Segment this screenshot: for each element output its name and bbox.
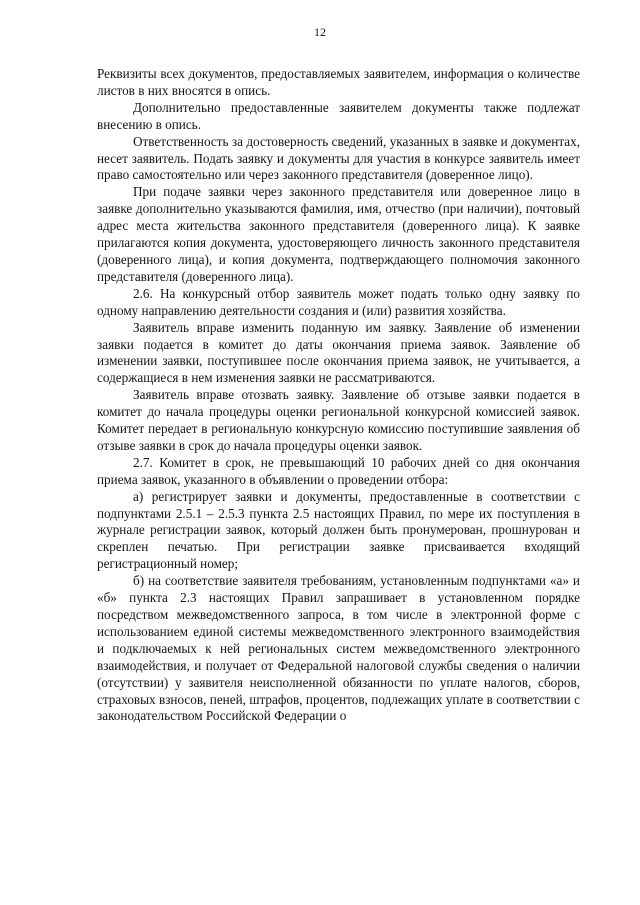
page-number: 12: [314, 25, 326, 39]
paragraph: 2.6. На конкурсный отбор заявитель может подать только одну заявку по одному направлению деятельности создания и (или) развития хозяйства.: [97, 285, 580, 318]
paragraph: Дополнительно предоставленные заявителем документы также подлежат внесению в опись.: [97, 99, 580, 132]
paragraph: Заявитель вправе отозвать заявку. Заявление об отзыве заявки подается в комитет до начала процедуры оценки региональной конкурсной комиссией заявок. Комитет передает в региональную конкурсную комиссию поступившие заявления об отзыве заявки в срок до начала процедуры оценки заявок.: [97, 387, 580, 453]
paragraph: а) регистрирует заявки и документы, предоставленные в соответствии с подпунктами 2.5.1 – 2.5.3 пункта 2.5 настоящих Правил, по мере их поступления в журнале регистрации заявок, который должен быть пронумерован, прошнурован и скреплен печатью. При регистрации заявке присваивается входящий регистрационный номер;: [97, 488, 580, 572]
document-body: [97, 66, 580, 725]
paragraph: Ответственность за достоверность сведений, указанных в заявке и документах, несет заявитель. Подать заявку и документы для участия в конкурсе заявитель имеет право самостоятельно или через законного представителя (доверенное лицо).: [97, 133, 580, 183]
paragraph: б) на соответствие заявителя требованиям, установленным подпунктами «а» и «б» пункта 2.3 настоящих Правил запрашивает в установленном порядке посредством межведомственного запроса, в том числе в электронной форме с использованием единой системы межведомственного электронного взаимодействия и подключаемых к ней региональных систем межведомственного электронного взаимодействия, и получает от Федеральной налоговой службы сведения о наличии (отсутствии) у заявителя неисполненной обязанности по уплате налогов, сборов, страховых взносов, пеней, штрафов, процентов, подлежащих уплате в соответствии с законодательством Российской Федерации о: [97, 573, 580, 724]
paragraph: Заявитель вправе изменить поданную им заявку. Заявление об изменении заявки подается в комитет до даты окончания приема заявок. Заявление об изменении заявки, поступившее после окончания приема заявок, не учитывается, а содержащиеся в нем изменения заявки не рассматриваются.: [97, 319, 580, 386]
paragraph: Реквизиты всех документов, предоставляемых заявителем, информация о количестве листов в них вносятся в опись.: [97, 66, 580, 98]
paragraph: При подаче заявки через законного представителя или доверенное лицо в заявке дополнительно указываются фамилия, имя, отчество (при наличии), почтовый адрес места жительства законного представителя (доверенного лица). К заявке прилагаются копия документа, удостоверяющего личность законного представителя (доверенного лица), и копия документа, подтверждающего полномочия законного представителя (доверенного лица).: [97, 184, 580, 284]
paragraph: 2.7. Комитет в срок, не превышающий 10 рабочих дней со дня окончания приема заявок, указанного в объявлении о проведении отбора:: [97, 454, 580, 487]
